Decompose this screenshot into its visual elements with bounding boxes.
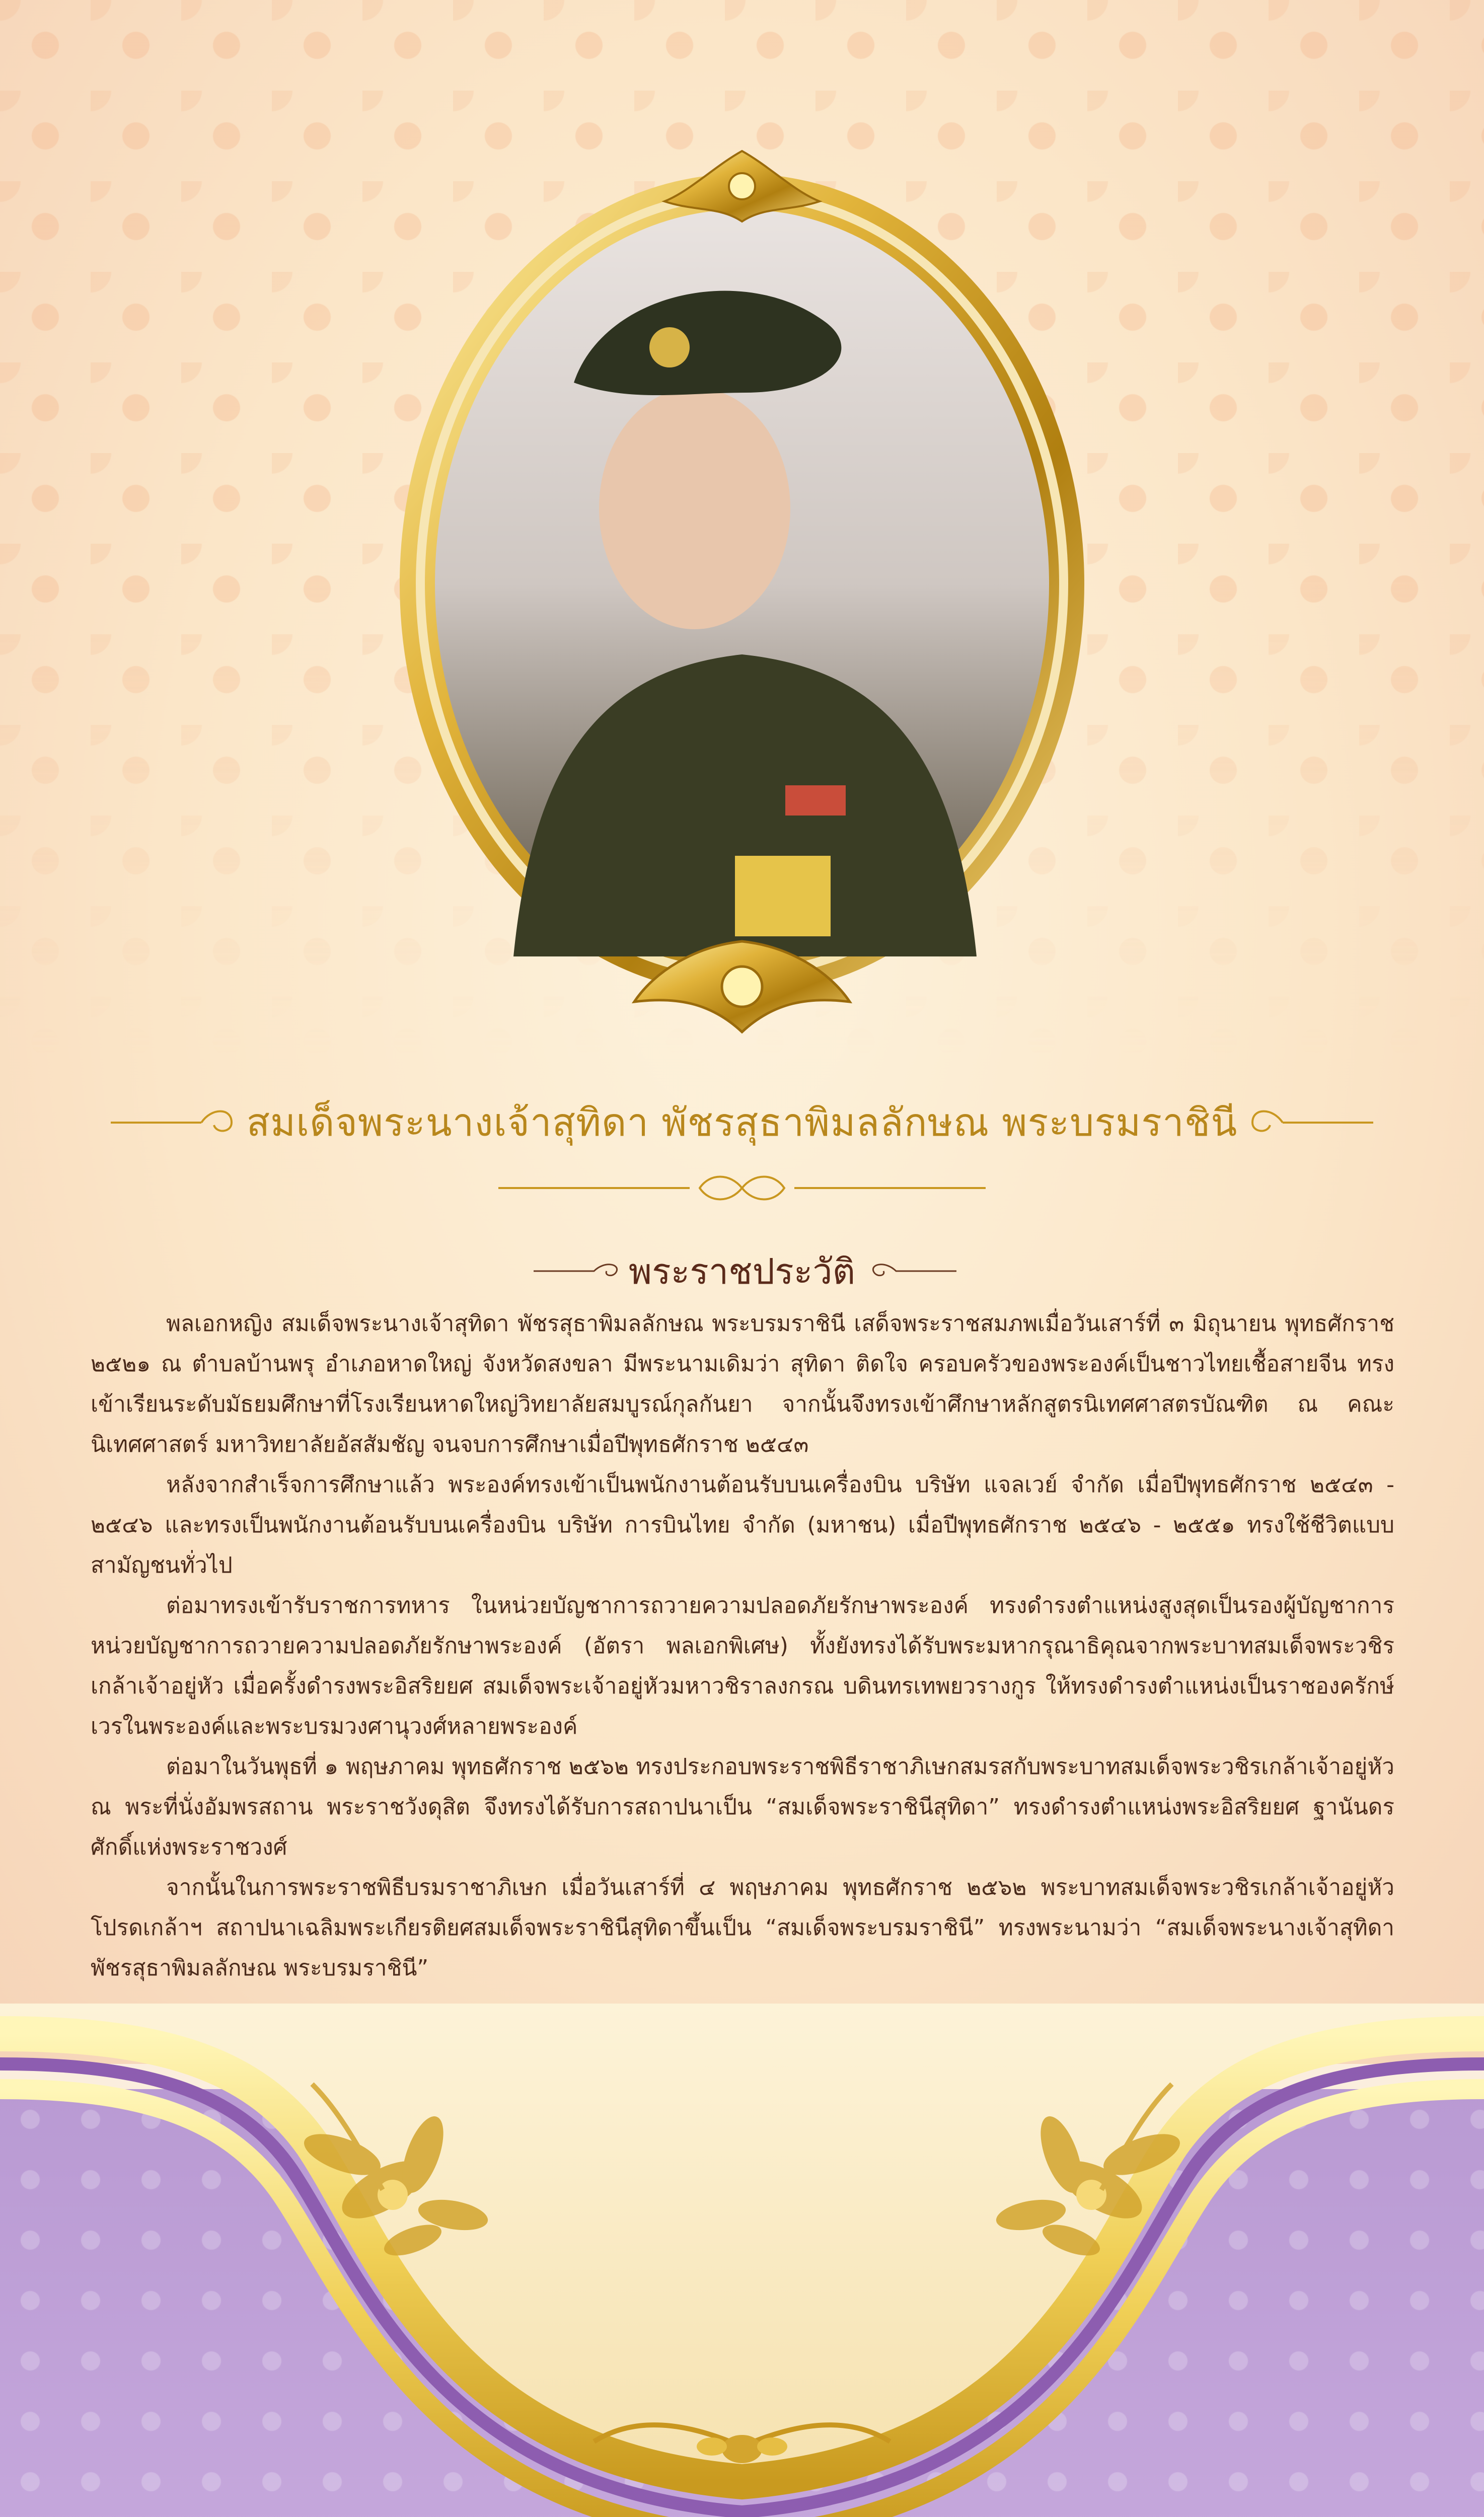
bio-paragraph-2: หลังจากสำเร็จการศึกษาแล้ว พระองค์ทรงเข้าเป็นพนักงานต้อนรับบนเครื่องบิน บริษัท แจลเวย์ จำกัด เมื่อปีพุทธศักราช ๒๕๔๓ - ๒๕๔๖ และทรงเป็นพนักงานต้อนรับบนเครื่องบิน บริษัท การบินไทย จำกัด (มหาชน) เมื่อปีพุทธศักราช ๒๕๔๖ - ๒๕๕๑ ทรงใช้ชีวิตแบบสามัญชนทั่วไป [91,1472,1394,1578]
biography-text [91,1304,1394,1988]
queen-name-title: สมเด็จพระนางเจ้าสุทิดา พัชรสุธาพิมลลักษณ พระบรมราชินี [246,1100,1238,1145]
title-divider-icon [498,1168,986,1208]
heading-right-flourish-icon [866,1258,956,1284]
oval-portrait-frame-icon [0,0,1484,1057]
bio-paragraph-3: ต่อมาทรงเข้ารับราชการทหาร ในหน่วยบัญชาการถวายความปลอดภัยรักษาพระองค์ ทรงดำรงตำแหน่งสูงสุดเป็นรองผู้บัญชาการหน่วยบัญชาการถวายความปลอดภัยรักษาพระองค์ (อัตรา พลเอกพิเศษ) ทั้งยังทรงได้รับพระมหากรุณาธิคุณจากพระบาทสมเด็จพระวชิรเกล้าเจ้าอยู่หัว เมื่อครั้งดำรงพระอิสริยยศ สมเด็จพระเจ้าอยู่หัวมหาวชิราลงกรณ บดินทรเทพยวรางกูร ให้ทรงดำรงตำแหน่งเป็นราชองครักษ์เวรในพระองค์และพระบรมวงศานุวงศ์หลายพระองค์ [91,1593,1394,1739]
gold-ribbon-icon [0,2004,1484,2517]
bio-paragraph-5: จากนั้นในการพระราชพิธีบรมราชาภิเษก เมื่อวันเสาร์ที่ ๔ พฤษภาคม พุทธศักราช ๒๕๖๒ พระบาทสมเด็จพระวชิรเกล้าเจ้าอยู่หัว โปรดเกล้าฯ สถาปนาเฉลิมพระเกียรติยศสมเด็จพระราชินีสุทิดาขึ้นเป็น “สมเด็จพระบรมราชินี” ทรงพระนามว่า “สมเด็จพระนางเจ้าสุทิดา พัชรสุธาพิมลลักษณ พระบรมราชินี” [91,1875,1394,1981]
bio-paragraph-1: พลเอกหญิง สมเด็จพระนางเจ้าสุทิดา พัชรสุธาพิมลลักษณ พระบรมราชินี เสด็จพระราชสมภพเมื่อวันเสาร์ที่ ๓ มิถุนายน พุทธศักราช ๒๕๒๑ ณ ตำบลบ้านพรุ อำเภอหาดใหญ่ จังหวัดสงขลา มีพระนามเดิมว่า สุทิดา ติดใจ ครอบครัวของพระองค์เป็นชาวไทยเชื้อสายจีน ทรงเข้าเรียนระดับมัธยมศึกษาที่โรงเรียนหาดใหญ่วิทยาลัยสมบูรณ์กุลกันยา จากนั้นจึงทรงเข้าศึกษาหลักสูตรนิเทศศาสตรบัณฑิต ณ คณะนิเทศศาสตร์ มหาวิทยาลัยอัสสัมชัญ จนจบการศึกษาเมื่อปีพุทธศักราช ๒๕๔๓ [91,1311,1394,1457]
bio-paragraph-4: ต่อมาในวันพุธที่ ๑ พฤษภาคม พุทธศักราช ๒๕๖๒ ทรงประกอบพระราชพิธีราชาภิเษกสมรสกับพระบาทสมเด็จพระวชิรเกล้าเจ้าอยู่หัว ณ พระที่นั่งอัมพรสถาน พระราชวังดุสิต จึงทรงได้รับการสถาปนาเป็น “สมเด็จพระราชินีสุทิดา” ทรงดำรงตำแหน่งพระอิสริยยศ ฐานันดรศักดิ์แห่งพระราชวงศ์ [91,1754,1394,1860]
biography-heading: พระราชประวัติ [628,1251,856,1292]
